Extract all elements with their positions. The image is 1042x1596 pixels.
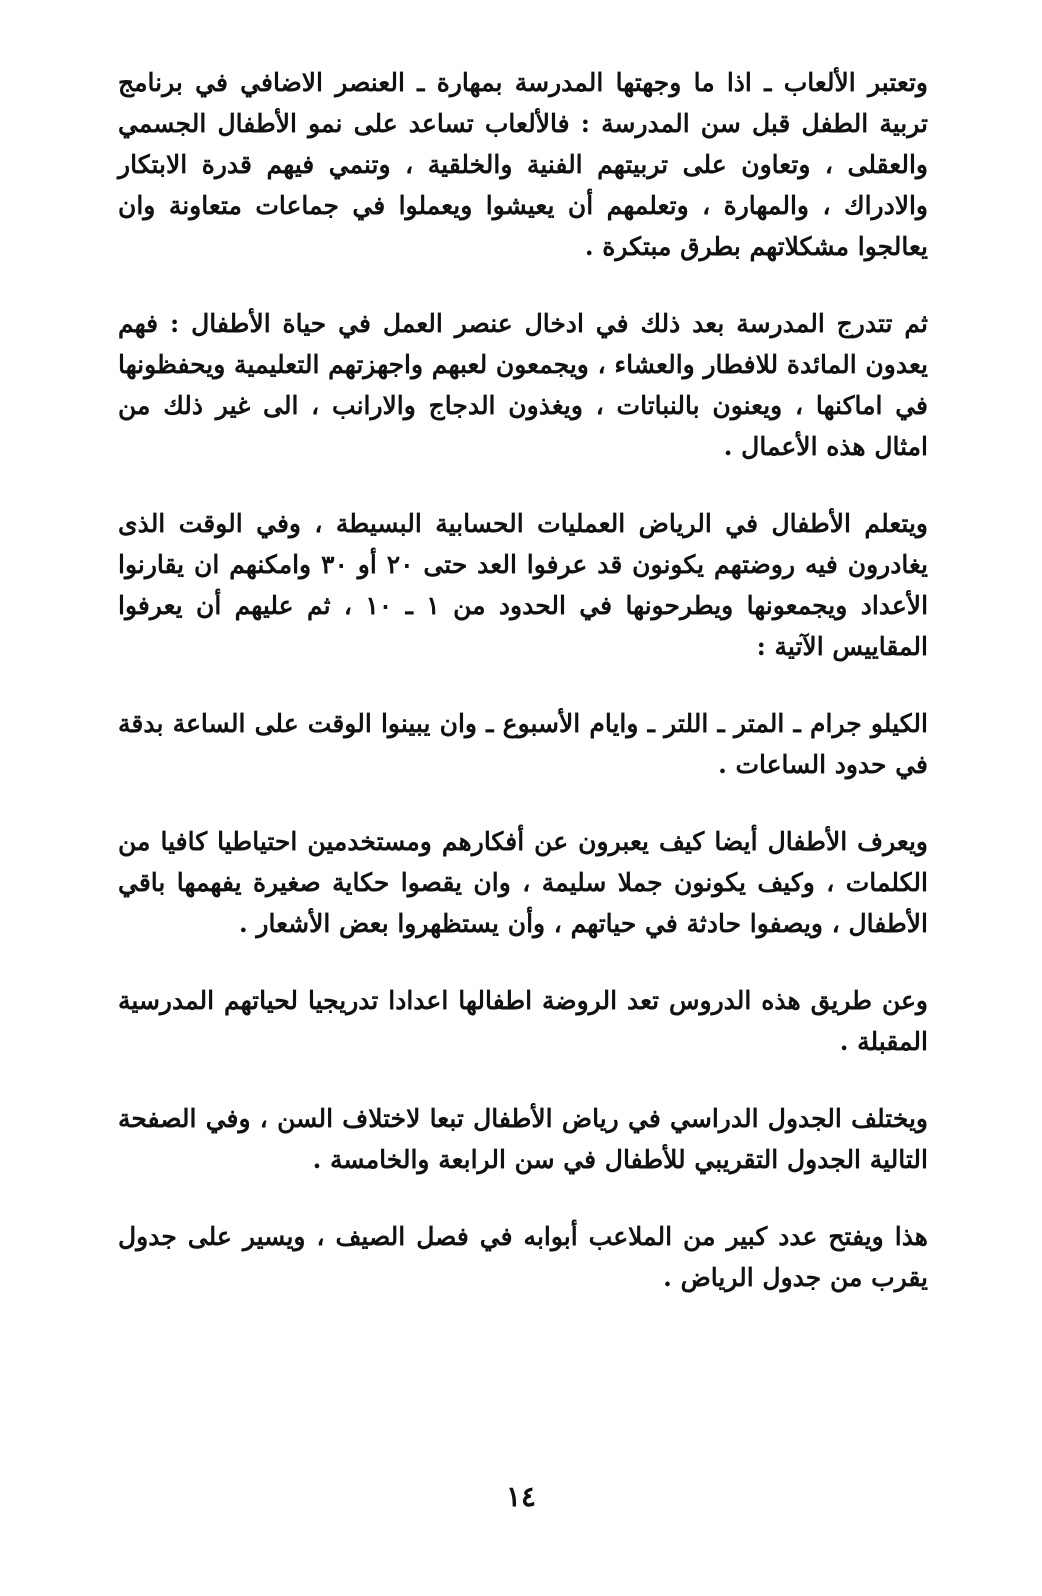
paragraph-gap — [118, 667, 928, 703]
page-body — [118, 62, 928, 1502]
paragraph-2: ثم تتدرج المدرسة بعد ذلك في ادخال عنصر العمل في حياة الأطفال : فهم يعدون المائدة للافطار والعشاء ، ويجمعون لعبهم واجهزتهم التعليمية ويحفظونها في اماكنها ، ويعنون بالنباتات ، ويغذون الدجاج والارانب ، الى غير ذلك من امثال هذه الأعمال . — [118, 309, 928, 461]
paragraph-gap — [118, 785, 928, 821]
paragraph-7: ويختلف الجدول الدراسي في رياض الأطفال تبعا لاختلاف السن ، وفي الصفحة التالية الجدول التقريبي للأطفال في سن الرابعة والخامسة . — [118, 1104, 928, 1174]
paragraph-gap — [118, 467, 928, 503]
page-number: ١٤ — [505, 1480, 537, 1513]
paragraph-gap — [118, 944, 928, 980]
paragraph-6: وعن طريق هذه الدروس تعد الروضة اطفالها اعدادا تدريجيا لحياتهم المدرسية المقبلة . — [118, 986, 928, 1056]
paragraph-3: ويتعلم الأطفال في الرياض العمليات الحسابية البسيطة ، وفي الوقت الذى يغادرون فيه روضتهم يكونون قد عرفوا العد حتى ٢٠ أو ٣٠ وامكنهم ان يقارنوا الأعداد ويجمعونها ويطرحونها في الحدود من ١ ـ ١٠ ، ثم عليهم أن يعرفوا المقاييس الآتية : — [118, 509, 929, 661]
paragraph-8: هذا ويفتح عدد كبير من الملاعب أبوابه في فصل الصيف ، ويسير على جدول يقرب من جدول الرياض . — [118, 1222, 928, 1292]
paragraph-1: وتعتبر الألعاب ـ اذا ما وجهتها المدرسة بمهارة ـ العنصر الاضافي في برنامج تربية الطفل قبل سن المدرسة : فالألعاب تساعد على نمو الأطفال الجسمي والعقلى ، وتعاون على تربيتهم الفنية والخلقية ، وتنمي فيهم قدرة الابتكار والادراك ، والمهارة ، وتعلمهم أن يعيشوا ويعملوا في جماعات متعاونة وان يعالجوا مشكلاتهم بطرق مبتكرة . — [118, 68, 929, 261]
paragraph-gap — [118, 1180, 928, 1216]
paragraph-gap — [118, 1062, 928, 1098]
paragraph-gap — [118, 267, 928, 303]
paragraph-5: ويعرف الأطفال أيضا كيف يعبرون عن أفكارهم ومستخدمين احتياطيا كافيا من الكلمات ، وكيف يكونون جملا سليمة ، وان يقصوا حكاية صغيرة يفهمها باقي الأطفال ، ويصفوا حادثة في حياتهم ، وأن يستظهروا بعض الأشعار . — [118, 827, 928, 938]
paragraph-4: الكيلو جرام ـ المتر ـ اللتر ـ وايام الأسبوع ـ وان يبينوا الوقت على الساعة بدقة في حدود الساعات . — [118, 709, 928, 779]
